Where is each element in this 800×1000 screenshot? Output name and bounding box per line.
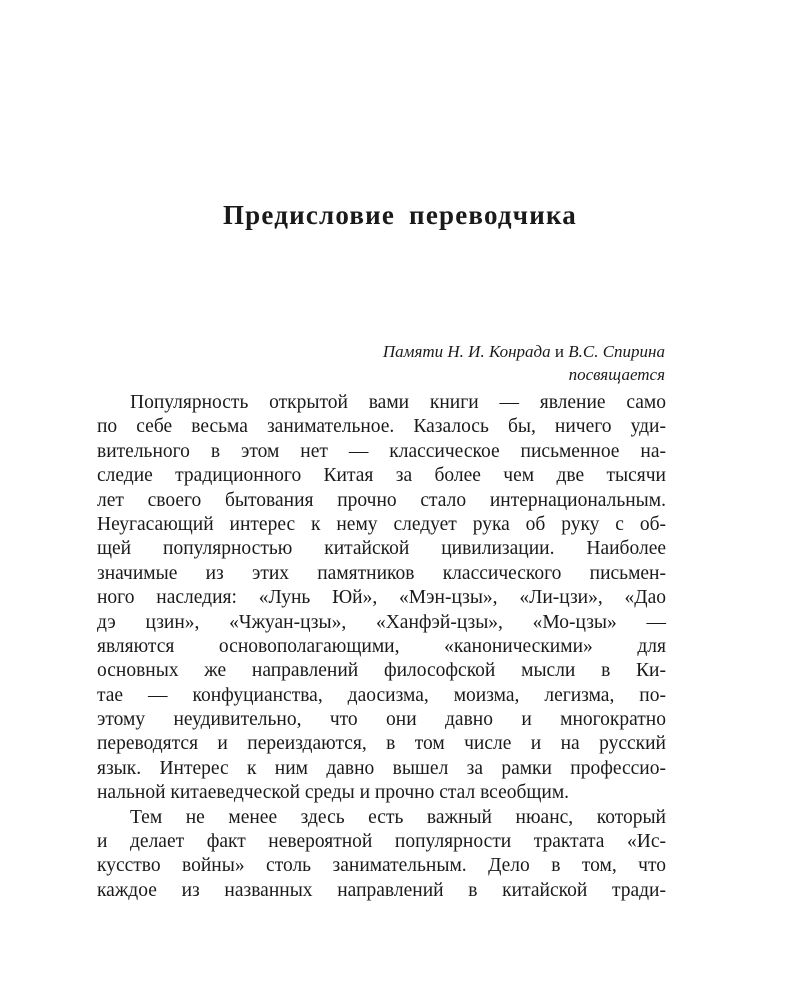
text-line: нальной китаеведческой среды и прочно стал всеобщим.: [97, 782, 570, 804]
dedication-connector: и: [554, 342, 564, 361]
dedication: [383, 340, 665, 386]
body-text: [97, 391, 666, 903]
text-line: основных же направлений философской мысли в Ки-: [97, 660, 666, 682]
text-line: тае — конфуцианства, даосизма, моизма, легизма, по-: [97, 684, 666, 706]
text-line: дэ цзин», «Чжуан-цзы», «Ханфэй-цзы», «Мо-цзы» —: [97, 611, 666, 633]
text-line: следие традиционного Китая за более чем две тысячи: [97, 465, 666, 487]
text-line: этому неудивительно, что они давно и многократно: [97, 709, 666, 731]
text-line: и делает факт невероятной популярности трактата «Ис-: [97, 831, 666, 853]
text-line: кусство войны» столь занимательным. Дело в том, что: [97, 855, 666, 877]
text-line: Популярность открытой вами книги — явление само: [130, 392, 666, 413]
dedication-name-konrad: Памяти Н. И. Конрада: [382, 342, 551, 361]
text-line: язык. Интерес к ним давно вышел за рамки профессио-: [97, 757, 666, 779]
paragraph-1: [97, 391, 666, 806]
dedication-line-2: посвящается: [568, 365, 665, 384]
paragraph-2: [97, 806, 666, 904]
text-line: лет своего бытования прочно стало интернациональным.: [97, 489, 666, 511]
text-line: Тем не менее здесь есть важный нюанс, который: [130, 806, 666, 828]
text-line: щей популярностью китайской цивилизации. Наиболее: [97, 538, 666, 560]
dedication-name-spirin: В.С. Спирина: [568, 342, 665, 361]
text-line: по себе весьма занимательное. Казалось бы, ничего уди-: [97, 416, 666, 438]
text-line: каждое из названных направлений в китайской тради-: [97, 879, 666, 901]
text-line: переводятся и переиздаются, в том числе и на русский: [97, 733, 666, 755]
text-line: вительного в этом нет — классическое письменное на-: [97, 440, 666, 462]
text-line: значимые из этих памятников классического письмен-: [97, 562, 666, 584]
text-line: являются основополагающими, «каноническими» для: [97, 635, 666, 657]
dedication-line-1: [383, 340, 665, 363]
text-line: Неугасающий интерес к нему следует рука об руку с об-: [97, 513, 666, 535]
chapter-title: Предисловие переводчика: [222, 200, 578, 230]
text-line: ного наследия: «Лунь Юй», «Мэн-цзы», «Ли-цзи», «Дао: [97, 587, 666, 609]
